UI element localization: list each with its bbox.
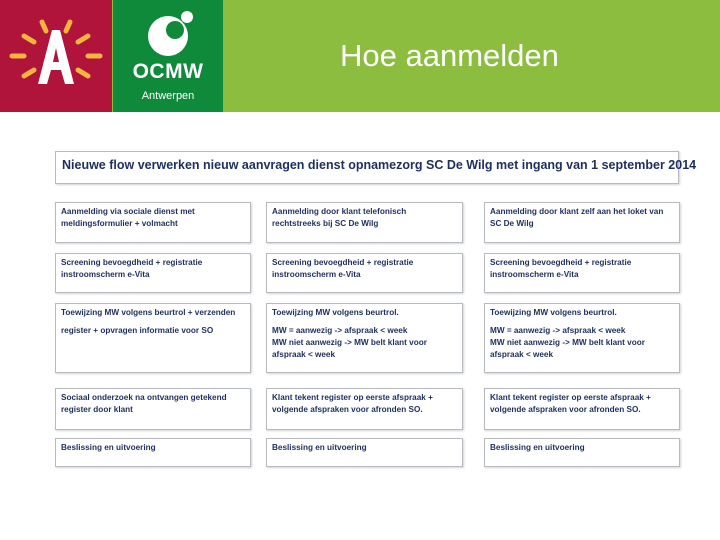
flow-cell-line: instroomscherm e-Vita: [61, 270, 150, 279]
flow-cell-line: MW = aanwezig -> afspraak < week: [490, 326, 626, 335]
ocmw-wordmark: OCMW: [132, 60, 204, 83]
flow-cell-line: Toewijzing MW volgens beurtrol + verzenden: [61, 308, 236, 317]
flow-cell-line: afspraak < week: [272, 350, 336, 359]
flow-cell-aanmelding-col3: [484, 202, 680, 243]
flow-cell-screening-col2: [266, 253, 463, 293]
flow-cell-line: Klant tekent register op eerste afspraak +: [490, 393, 651, 402]
flow-cell-line: Beslissing en uitvoering: [61, 443, 156, 452]
header-bar: [0, 0, 720, 112]
flow-cell-screening-col3: [484, 253, 680, 293]
flow-cell-line: instroomscherm e-Vita: [490, 270, 579, 279]
ocmw-logo: [113, 0, 223, 112]
flow-cell-aanmelding-col1: [55, 202, 251, 243]
flow-cell-line: volgende afspraken voor afronden SO.: [490, 405, 641, 414]
flow-cell-line: instroomscherm e-Vita: [272, 270, 361, 279]
flow-cell-aanmelding-col2: [266, 202, 463, 243]
ocmw-person-icon: [113, 0, 223, 60]
flow-cell-line: Screening bevoegdheid + registratie: [272, 258, 414, 267]
flow-cell-line: Toewijzing MW volgens beurtrol.: [490, 308, 617, 317]
antwerpen-a-icon: [0, 0, 112, 112]
flow-title: Nieuwe flow verwerken nieuw aanvragen dienst opnamezorg SC De Wilg met ingang van 1 september 2014: [55, 151, 679, 184]
flow-cell-toewijzing-col3: [484, 303, 680, 373]
flow-cell-line: Screening bevoegdheid + registratie: [61, 258, 203, 267]
antwerpen-logo: [0, 0, 112, 112]
flow-cell-line: Sociaal onderzoek na ontvangen getekend: [61, 393, 227, 402]
flow-cell-beslissing-col2: [266, 438, 463, 467]
flow-cell-line: Beslissing en uitvoering: [490, 443, 585, 452]
flow-cell-vervolg-col1: [55, 388, 251, 430]
flow-cell-line: Beslissing en uitvoering: [272, 443, 367, 452]
flow-cell-line: MW niet aanwezig -> MW belt klant voor: [272, 338, 427, 347]
ocmw-city: Antwerpen: [141, 90, 195, 102]
flow-cell-line: SC De Wilg: [490, 219, 534, 228]
flow-cell-beslissing-col3: [484, 438, 680, 467]
flow-cell-line: meldingsformulier + volmacht: [61, 219, 178, 228]
flow-cell-line: register + opvragen informatie voor SO: [61, 326, 214, 335]
flow-cell-line: Screening bevoegdheid + registratie: [490, 258, 632, 267]
flow-cell-line: Klant tekent register op eerste afspraak +: [272, 393, 433, 402]
flow-cell-vervolg-col2: [266, 388, 463, 430]
page-title: Hoe aanmelden: [340, 38, 559, 73]
flow-cell-line: afspraak < week: [490, 350, 554, 359]
flow-cell-line: MW = aanwezig -> afspraak < week: [272, 326, 408, 335]
flow-cell-line: rechtstreeks bij SC De Wilg: [272, 219, 379, 228]
flow-cell-vervolg-col3: [484, 388, 680, 430]
flow-cell-line: Aanmelding door klant zelf aan het loket van: [490, 207, 664, 216]
flow-cell-line: Aanmelding door klant telefonisch: [272, 207, 407, 216]
flow-cell-line: Toewijzing MW volgens beurtrol.: [272, 308, 399, 317]
flow-cell-line: volgende afspraken voor afronden SO.: [272, 405, 423, 414]
flow-cell-line: Aanmelding via sociale dienst met: [61, 207, 195, 216]
flow-cell-beslissing-col1: [55, 438, 251, 467]
flow-cell-toewijzing-col1: [55, 303, 251, 373]
flow-cell-line: MW niet aanwezig -> MW belt klant voor: [490, 338, 645, 347]
flow-cell-screening-col1: [55, 253, 251, 293]
flow-cell-line: register door klant: [61, 405, 133, 414]
flow-cell-toewijzing-col2: [266, 303, 463, 373]
